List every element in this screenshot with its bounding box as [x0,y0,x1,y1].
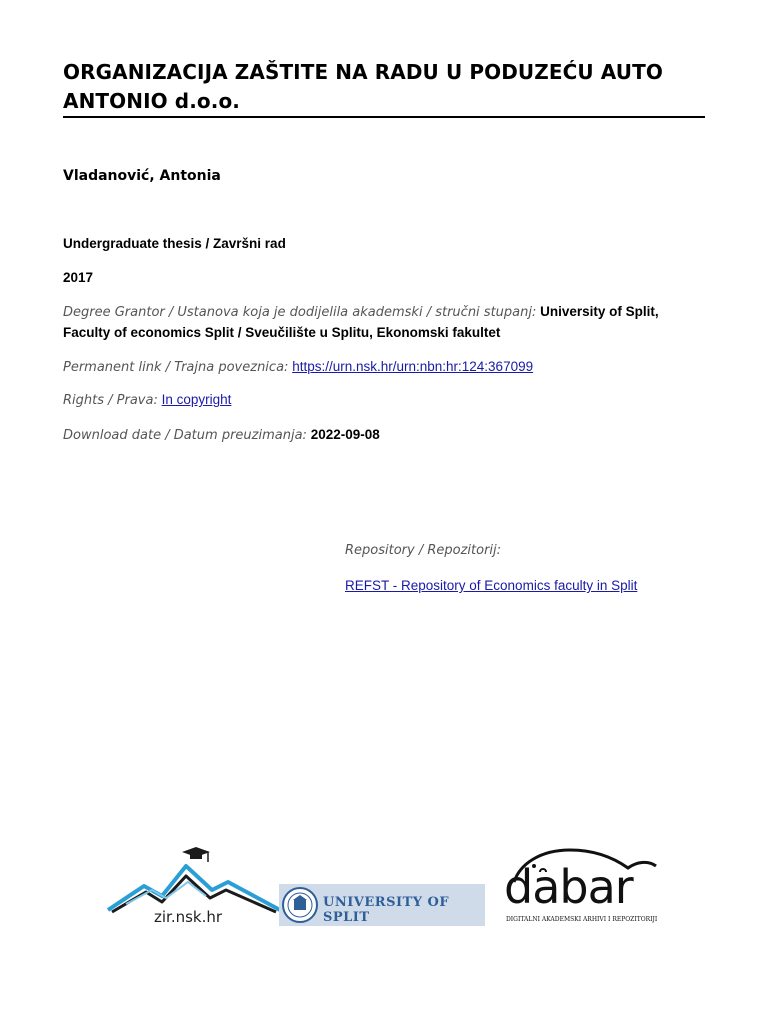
permanent-link-url[interactable]: https://urn.nsk.hr/urn:nbn:hr:124:367099 [292,359,534,374]
repository-link[interactable]: REFST - Repository of Economics faculty in Split [345,578,638,593]
university-of-split-logo[interactable] [279,884,485,926]
repository [345,576,745,596]
rights [63,390,703,411]
thesis-year: 2017 [63,270,94,285]
download-date [63,425,703,446]
permanent-link-label: Permanent link / Trajna poveznica: [63,360,289,375]
download-date-value: 2022-09-08 [310,427,380,442]
dabar-logo[interactable] [500,846,665,926]
university-logo-text: UNIVERSITY OF SPLIT [323,895,450,925]
rights-label: Rights / Prava: [63,393,158,408]
document-title: ORGANIZACIJA ZAŠTITE NA RADU U PODUZEĆU AUTO ANTONIO d.o.o. [63,60,663,113]
university-seal-icon [281,886,319,924]
repository-label: Repository / Repozitorij: [345,543,502,558]
title-divider [63,116,705,118]
degree-grantor-value: University of Split, Faculty of economics Split / Sveučilište u Splitu, Ekonomski fakultet [63,304,659,340]
degree-grantor-label: Degree Grantor / Ustanova koja je dodijelila akademski / stručni stupanj: [63,305,537,320]
zir-logo-text: zir.nsk.hr [154,908,223,926]
degree-grantor [63,302,703,343]
dabar-logo-text: dabar [504,860,633,914]
rights-link[interactable]: In copyright [161,392,232,407]
thesis-type: Undergraduate thesis / Završni rad [63,236,286,251]
author-name: Vladanović, Antonia [63,168,221,184]
zir-logo[interactable] [104,838,284,933]
download-date-label: Download date / Datum preuzimanja: [63,428,307,443]
permanent-link [63,357,703,378]
dabar-logo-subtitle: DIGITALNI AKADEMSKI ARHIVI I REPOZITORIJI [506,916,658,923]
